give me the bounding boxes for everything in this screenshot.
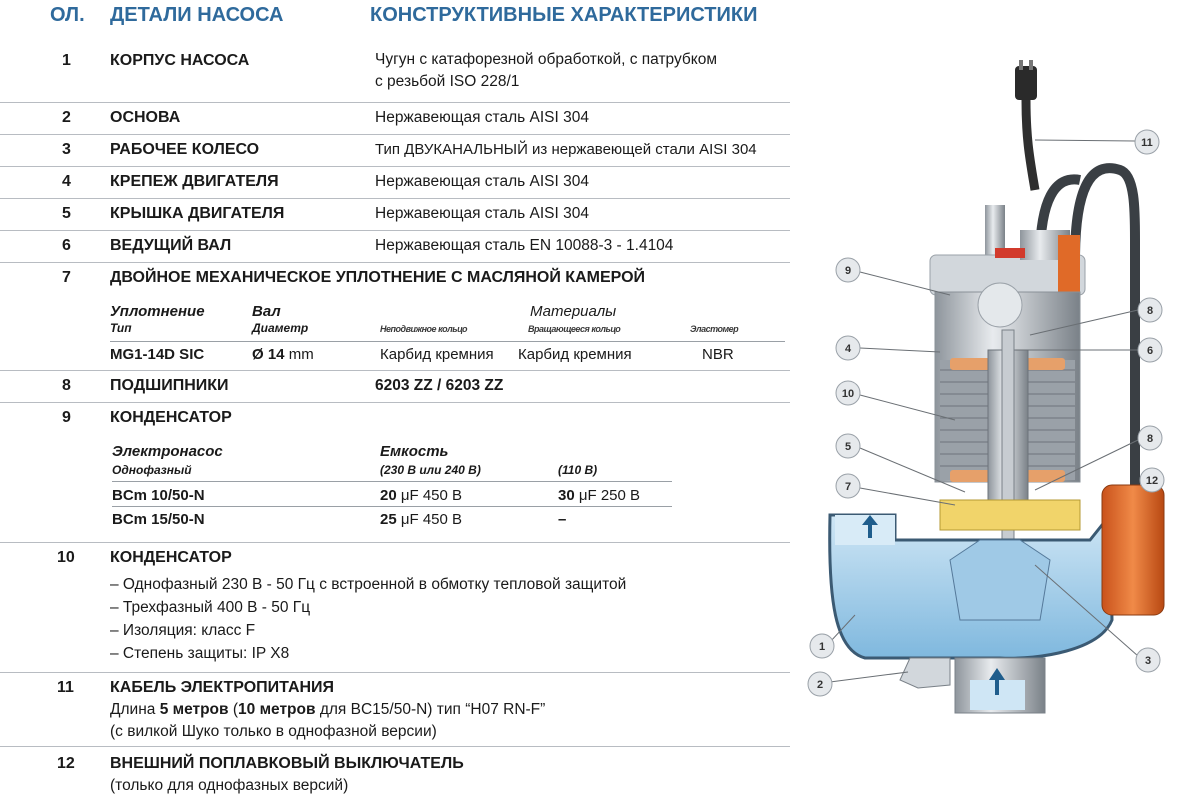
row-num: 9 — [62, 409, 71, 426]
cap-value-110: – — [558, 511, 567, 528]
svg-text:3: 3 — [1144, 655, 1152, 667]
row-part: КАБЕЛЬ ЭЛЕКТРОПИТАНИЯ — [110, 679, 335, 696]
svg-text:8: 8 — [1146, 433, 1154, 445]
seal-header-seal: Уплотнение — [110, 303, 205, 320]
cap-model: BCm 15/50-N — [112, 511, 205, 528]
float-switch — [1102, 485, 1164, 615]
row-part: КОНДЕНСАТОР — [110, 409, 232, 426]
row-desc: Нержавеющая сталь AISI 304 — [375, 109, 589, 126]
row-desc: Нержавеющая сталь EN 10088-3 - 1.4104 — [375, 237, 674, 254]
seal-header-materials: Материалы — [530, 303, 617, 320]
row-desc: Тип ДВУКАНАЛЬНЫЙ из нержавеющей стали AISI 304 — [375, 141, 757, 158]
header-num: ОЛ. — [50, 4, 85, 26]
row-num: 5 — [62, 205, 71, 222]
motor-line: – Изоляция: класс F — [110, 622, 256, 639]
table-row — [0, 102, 790, 134]
row-part: КОНДЕНСАТОР — [110, 549, 232, 566]
table-row — [0, 44, 790, 100]
row-desc: Чугун с катафорезной обработкой, с патрубком — [375, 51, 718, 68]
row-desc: 6203 ZZ / 6203 ZZ — [375, 377, 504, 394]
cable-length: Длина 5 метров (10 метров для BC15/50-N) тип “H07 RN-F” — [110, 701, 546, 718]
table-header — [0, 0, 790, 34]
svg-text:5: 5 — [844, 441, 852, 453]
table-row-capacitor — [0, 402, 790, 541]
row-num: 11 — [57, 679, 74, 696]
row-num: 7 — [62, 269, 71, 286]
svg-text:12: 12 — [1145, 475, 1159, 487]
row-desc: Нержавеющая сталь AISI 304 — [375, 173, 589, 190]
svg-text:7: 7 — [844, 481, 852, 493]
seal-elastomer: NBR — [702, 346, 734, 363]
cap-value-230: 20 μF 450 В — [380, 487, 463, 504]
row-part: ВНЕШНИЙ ПОПЛАВКОВЫЙ ВЫКЛЮЧАТЕЛЬ — [110, 755, 464, 772]
motor-line: – Трехфазный 400 В - 50 Гц — [110, 599, 311, 616]
cap-model: BCm 10/50-N — [112, 487, 205, 504]
motor-line: – Однофазный 230 В - 50 Гц с встроенной в обмотку тепловой защитой — [110, 576, 627, 593]
cap-header-pump: Электронасос — [112, 443, 223, 460]
header-part: ДЕТАЛИ НАСОСА — [110, 4, 284, 26]
cap-divider — [112, 481, 672, 482]
cap-value-110: 30 μF 250 В — [558, 487, 641, 504]
row-num: 10 — [57, 549, 75, 566]
cable-plug-note: (с вилкой Шуко только в однофазной версии) — [110, 723, 437, 740]
pump-volute — [830, 515, 1112, 713]
cap-divider — [112, 506, 672, 507]
row-num: 4 — [62, 173, 71, 190]
row-desc: (только для однофазных версий) — [110, 777, 349, 794]
row-num: 12 — [57, 755, 75, 772]
cap-value-230: 25 μF 450 В — [380, 511, 463, 528]
seal-type: MG1-14D SIC — [110, 346, 205, 363]
row-num: 3 — [62, 141, 71, 158]
seal-header-shaft: Вал — [252, 303, 281, 320]
row-num: 2 — [62, 109, 71, 126]
table-row-cable — [0, 672, 790, 747]
row-num: 1 — [62, 52, 71, 69]
cap-header-capacity: Емкость — [380, 443, 449, 460]
cap-header-110: (110 В) — [558, 463, 598, 477]
cap-header-230: (230 В или 240 В) — [380, 463, 481, 477]
seal-header-diameter: Диаметр — [252, 321, 309, 335]
table-row — [0, 166, 790, 198]
row-part: ДВОЙНОЕ МЕХАНИЧЕСКОЕ УПЛОТНЕНИЕ С МАСЛЯНОЙ КАМЕРОЙ — [110, 269, 646, 286]
row-num: 8 — [62, 377, 71, 394]
svg-text:11: 11 — [1141, 137, 1153, 149]
table-row — [0, 134, 790, 166]
row-num: 6 — [62, 237, 71, 254]
cap-header-phase: Однофазный — [112, 463, 192, 477]
row-part: КОРПУС НАСОСА — [110, 52, 250, 69]
svg-text:2: 2 — [816, 679, 824, 691]
row-part: КРЫШКА ДВИГАТЕЛЯ — [110, 205, 285, 222]
svg-text:1: 1 — [818, 641, 826, 653]
table-row — [0, 746, 790, 801]
seal-header-type: Тип — [110, 321, 132, 335]
seal-diameter: Ø 14 mm — [252, 346, 314, 363]
seal-stationary: Карбид кремния — [380, 346, 494, 363]
row-part: ПОДШИПНИКИ — [110, 377, 229, 394]
seal-divider — [110, 341, 785, 342]
table-row-seal — [0, 262, 790, 369]
row-part: РАБОЧЕЕ КОЛЕСО — [110, 141, 260, 158]
header-spec: КОНСТРУКТИВНЫЕ ХАРАКТЕРИСТИКИ — [370, 4, 758, 26]
row-desc: Нержавеющая сталь AISI 304 — [375, 205, 589, 222]
seal-header-elastomer: Эластомер — [690, 324, 739, 334]
svg-text:9: 9 — [844, 265, 852, 277]
row-part: ВЕДУЩИЙ ВАЛ — [110, 237, 232, 254]
motor-line: – Степень защиты: IP X8 — [110, 645, 290, 662]
row-part: КРЕПЕЖ ДВИГАТЕЛЯ — [110, 173, 279, 190]
seal-header-stationary: Неподвижное кольцо — [380, 324, 468, 334]
svg-text:8: 8 — [1146, 305, 1154, 317]
table-row — [0, 198, 790, 230]
svg-text:6: 6 — [1146, 345, 1154, 357]
table-row — [0, 370, 790, 402]
seal-header-rotating: Вращающееся кольцо — [528, 324, 621, 334]
seal-rotating: Карбид кремния — [518, 346, 632, 363]
oil-chamber — [940, 500, 1080, 530]
pump-cutaway-diagram — [790, 60, 1200, 800]
table-row — [0, 230, 790, 262]
svg-text:10: 10 — [841, 388, 855, 400]
row-desc-2: с резьбой ISO 228/1 — [375, 73, 520, 90]
svg-text:4: 4 — [844, 343, 852, 355]
table-row-motor — [0, 542, 790, 675]
row-part: ОСНОВА — [110, 109, 181, 126]
